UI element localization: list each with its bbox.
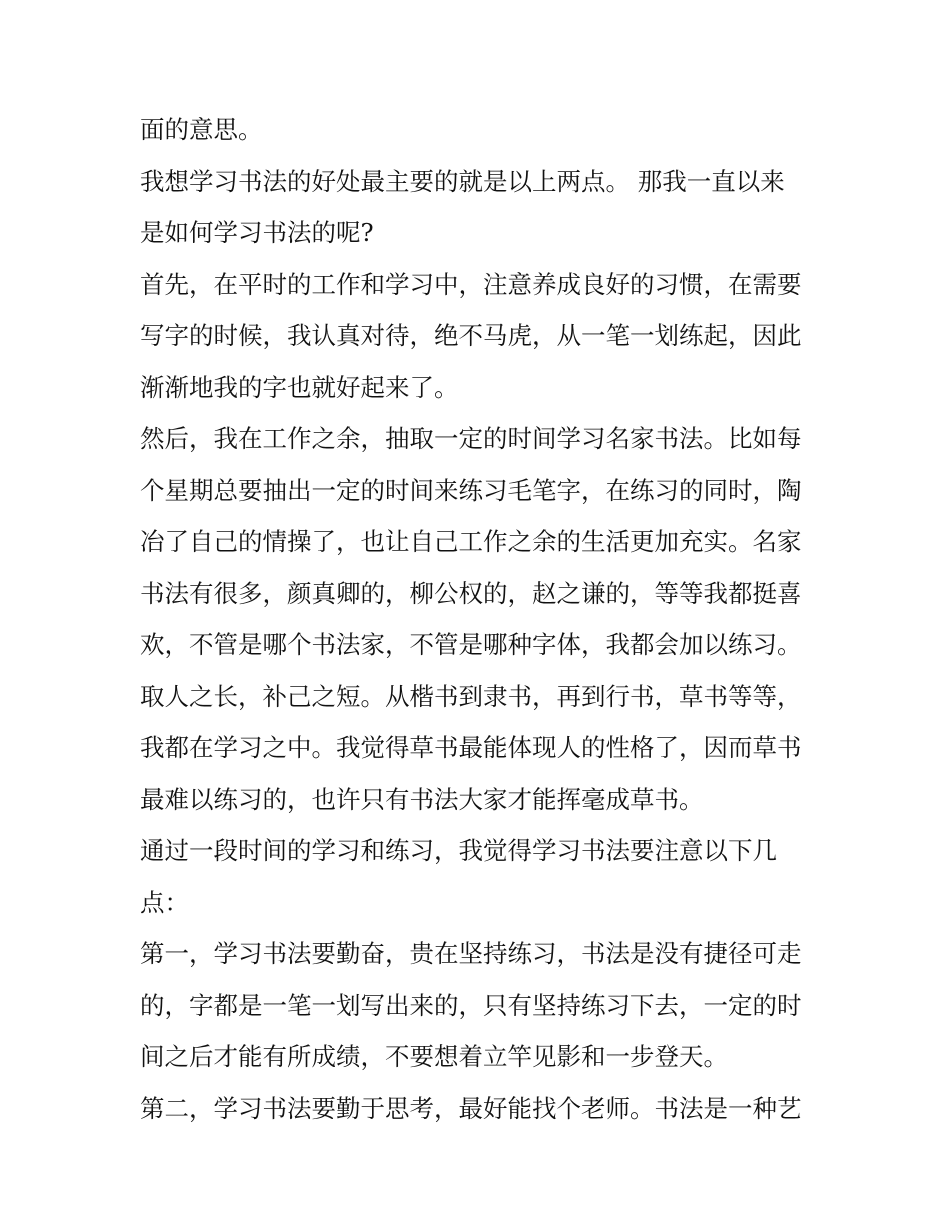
text-line: 通过一段时间的学习和练习，我觉得学习书法要注意以下几 (140, 836, 777, 865)
text-line: 书法有很多，颜真卿的，柳公权的，赵之谦的，等等我都挺喜 (140, 578, 802, 608)
text-line: 间之后才能有所成绩，不要想着立竿见影和一步登天。 (140, 1042, 728, 1071)
text-line: 面的意思。 (140, 115, 263, 144)
text-line: 取人之长，补己之短。从楷书到隶书，再到行书，草书等等， (140, 681, 802, 711)
text-line: 个星期总要抽出一定的时间来练习毛笔字，在练习的同时，陶 (140, 475, 802, 505)
text-line: 是如何学习书法的呢? (140, 218, 374, 247)
text-line: 渐渐地我的字也就好起来了。 (140, 372, 459, 402)
document-body (140, 104, 820, 1134)
text-line: 点： (140, 887, 189, 917)
text-line: 第二，学习书法要勤于思考，最好能找个老师。书法是一种艺 (140, 1093, 802, 1123)
text-line: 首先，在平时的工作和学习中，注意养成良好的习惯，在需要 (140, 269, 802, 299)
text-line: 写字的时候，我认真对待，绝不马虎，从一笔一划练起，因此 (140, 321, 802, 350)
text-line: 然后，我在工作之余，抽取一定的时间学习名家书法。比如每 (140, 424, 802, 453)
text-line: 最难以练习的，也许只有书法大家才能挥毫成草书。 (140, 784, 704, 814)
text-line: 我都在学习之中。我觉得草书最能体现人的性格了，因而草书 (140, 733, 802, 762)
text-line: 第一，学习书法要勤奋，贵在坚持练习，书法是没有捷径可走 (140, 939, 802, 968)
text-line: 我想学习书法的好处最主要的就是以上两点。 那我一直以来 (140, 166, 785, 196)
text-line: 欢，不管是哪个书法家，不管是哪种字体，我都会加以练习。 (140, 630, 802, 659)
text-line: 冶了自己的情操了，也让自己工作之余的生活更加充实。名家 (140, 527, 802, 556)
text-line: 的，字都是一笔一划写出来的，只有坚持练习下去，一定的时 (140, 990, 802, 1020)
